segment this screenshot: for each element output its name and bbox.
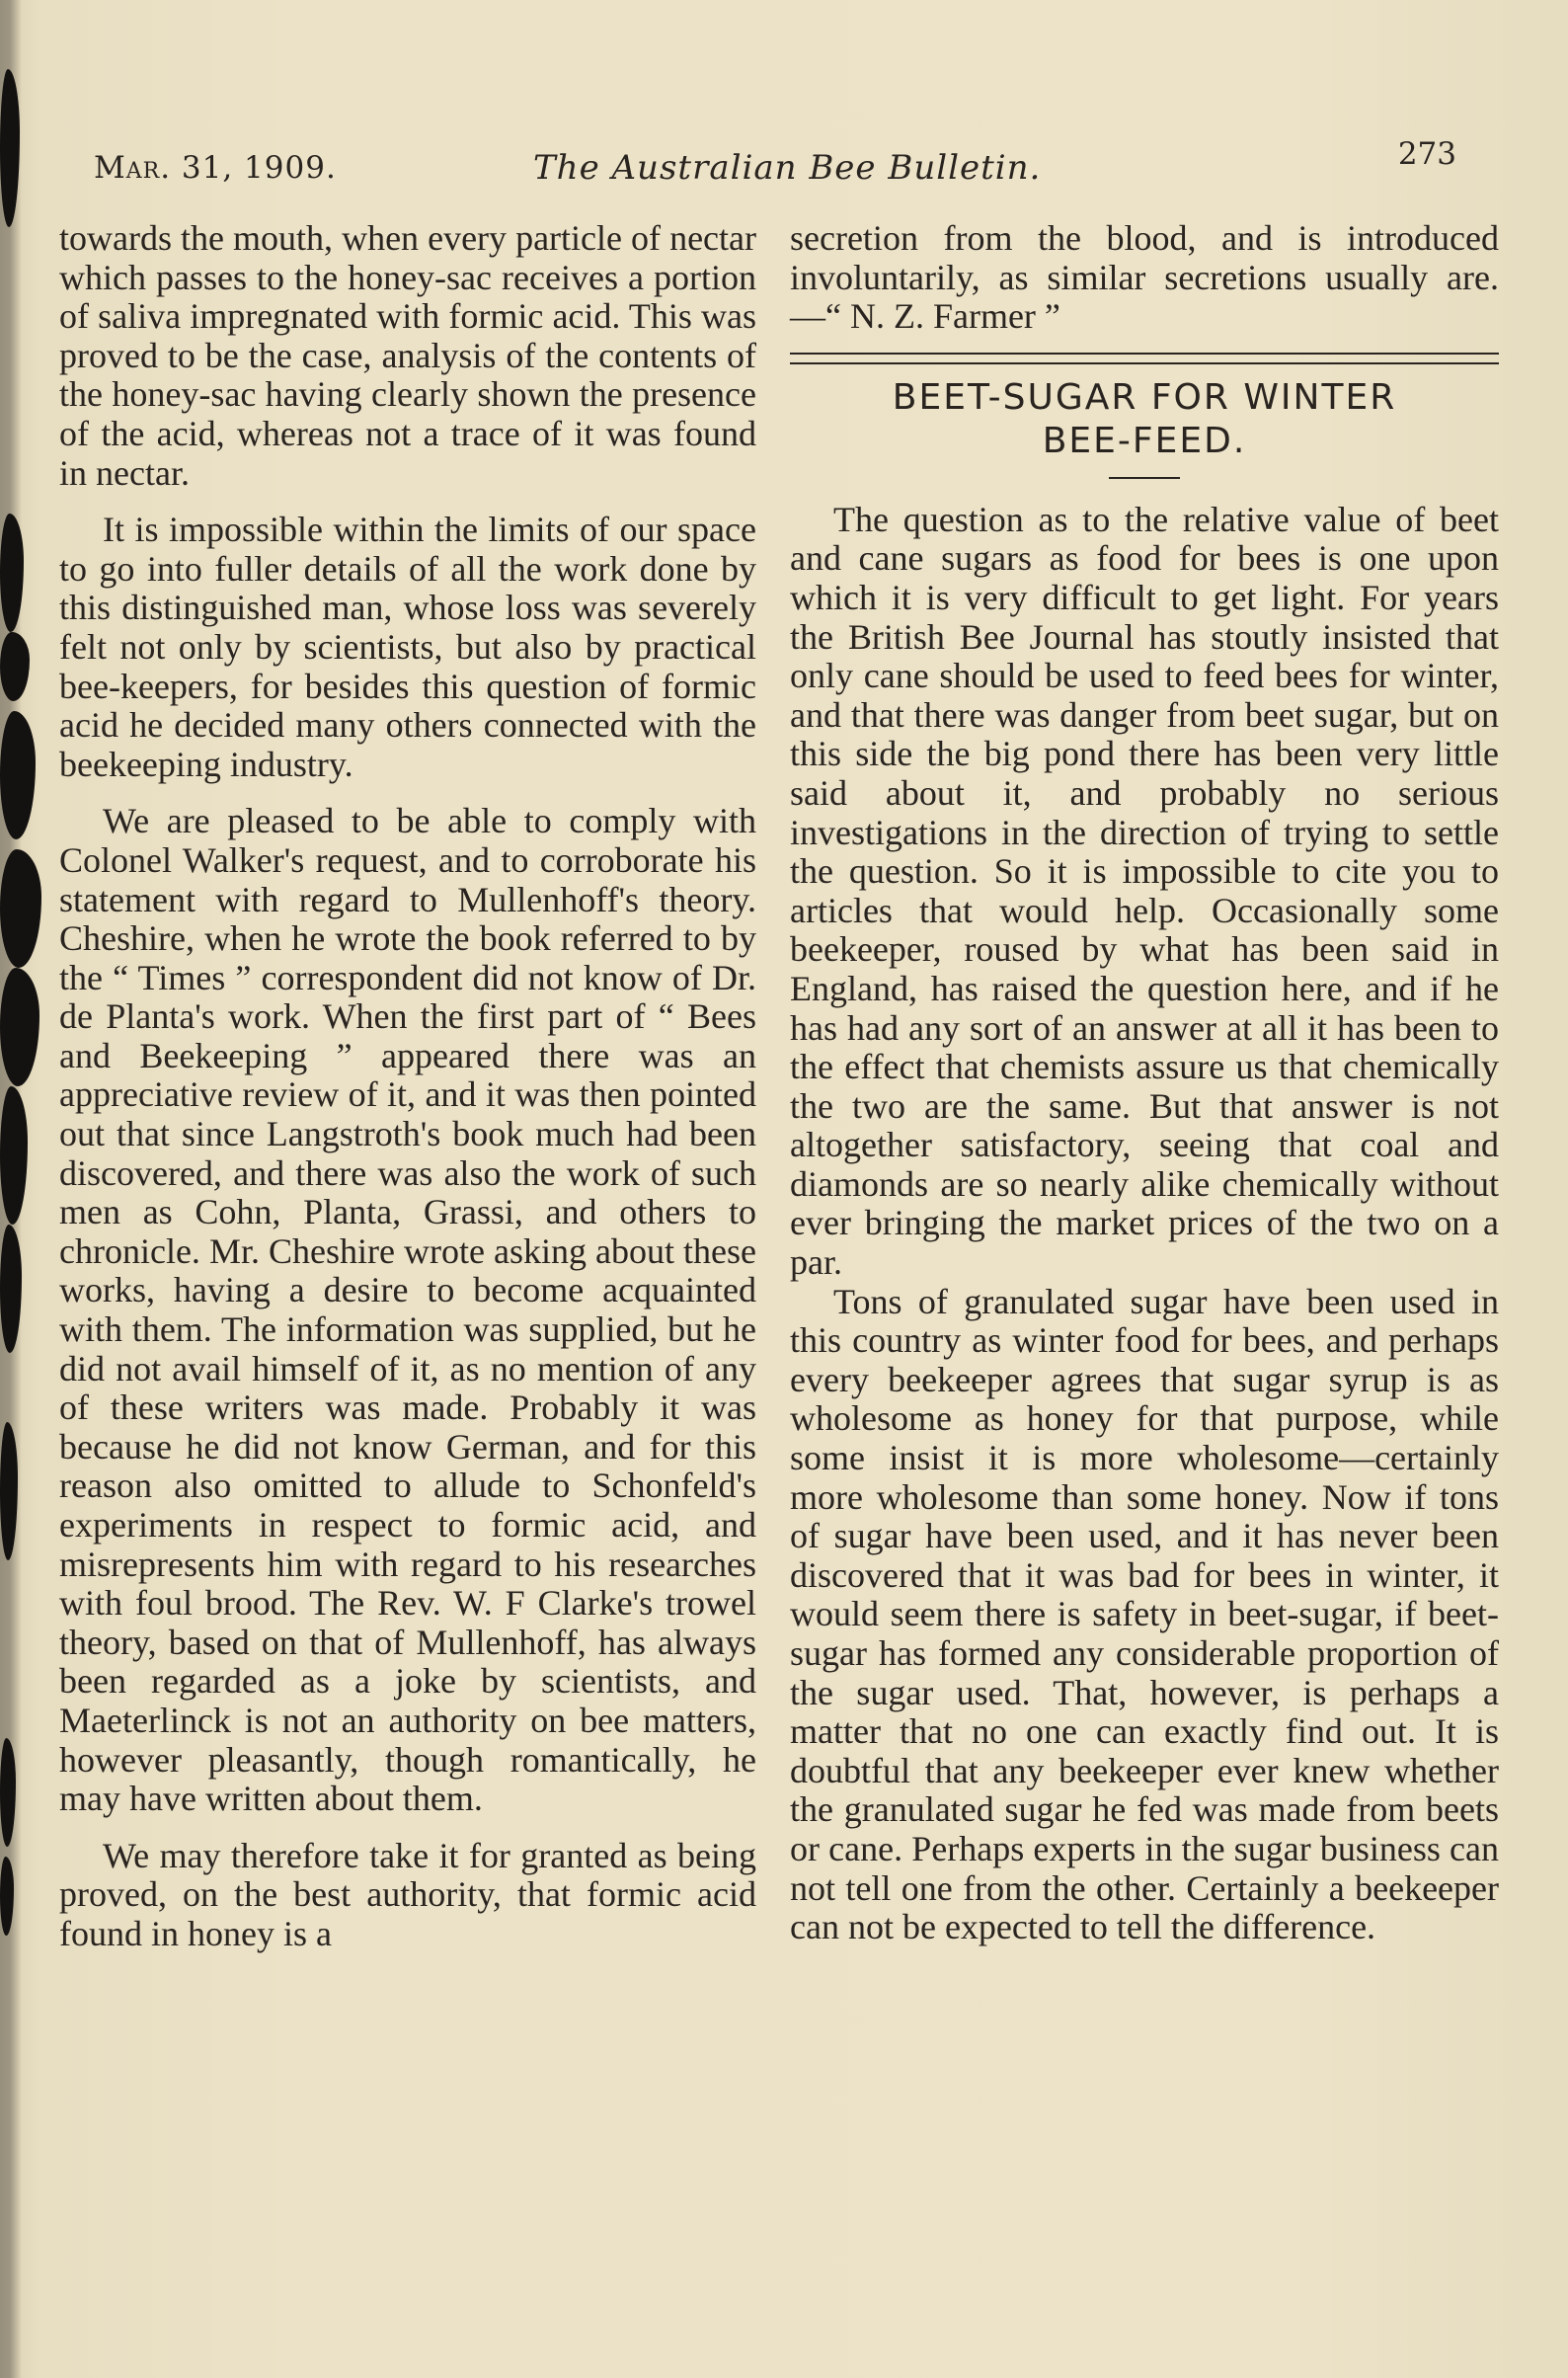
- heading-divider: [1109, 477, 1180, 479]
- page-number: 273: [1397, 136, 1456, 172]
- issue-date: Mar. 31, 1909.: [94, 150, 337, 186]
- paragraph: secretion from the blood, and is introduced involuntarily, as similar secretions usually are.—“ N. Z. Farmer ”: [790, 218, 1499, 337]
- paragraph: towards the mouth, when every particle of nectar which passes to the honey-sac receives a portion of saliva impregnated with formic acid. This was proved to be the case, analysis of the contents of the honey-sac having clearly shown the presence of the acid, whereas not a trace of it was found in nectar.: [59, 218, 756, 493]
- page-edge-damage: [0, 632, 30, 701]
- article-heading-line: BEE-FEED.: [1042, 420, 1247, 461]
- article-heading: [790, 376, 1499, 463]
- paragraph: It is impossible within the limits of our space to go into fuller details of all the work done by this distinguished man, whose loss was severely felt not only by scientists, but also by practical bee-keepers, for besides this question of formic acid he decided many others connected with the beekeeping industry.: [59, 510, 756, 784]
- page-edge-damage: [0, 968, 39, 1086]
- paragraph: Tons of granulated sugar have been used in this country as winter food for bees, and perhaps every beekeeper agrees that sugar syrup is as wholesome as honey for that purpose, while some insist it is more wholesome—certainly more wholesome than some honey. Now if tons of sugar have been used, and it has never been discovered that it was bad for bees in winter, it would seem there is safety in beet-sugar, if beet-sugar has formed any considerable proportion of the sugar used. That, however, is perhaps a matter that no one can exactly find out. It is doubtful that any beekeeper ever knew whether the granulated sugar he fed was made from beets or cane. Perhaps experts in the sugar business can not tell one from the other. Certainly a beekeeper can not be expected to tell the difference.: [790, 1281, 1499, 1947]
- right-column: [790, 219, 1499, 1947]
- article-separator-rule: [790, 353, 1499, 364]
- publication-title: The Australian Bee Bulletin.: [533, 148, 1042, 188]
- paragraph: We are pleased to be able to comply with Colonel Walker's request, and to corroborate his statement with regard to Mullenhoff's theory. Cheshire, when he wrote the book referred to by the “ Times ” correspondent did not know of Dr. de Planta's work. When the first part of “ Bees and Beekeeping ” appeared there was an appreciative review of it, and it was then pointed out that since Langstroth's book much had been discovered, and there was also the work of such men as Cohn, Planta, Grassi, and others to chronicle. Mr. Cheshire wrote asking about these works, having a desire to become acquainted with them. The information was supplied, but he did not avail himself of it, as no mention of any of these writers was made. Probably it was because he did not know German, and for this reason also omitted to allude to Schonfeld's experiments in respect to formic acid, and misrepresents him with regard to his researches with foul brood. The Rev. W. F Clarke's trowel theory, based on that of Mullenhoff, has always been regarded as a joke by scientists, and Maeterlinck is not an authority on bee matters, however pleasantly, though romantically, he may have written about them.: [59, 801, 756, 1819]
- paragraph: We may therefore take it for granted as being proved, on the best authority, that formic acid found in honey is a: [59, 1835, 756, 1953]
- running-header: [94, 130, 1456, 188]
- article-heading-line: BEET-SUGAR FOR WINTER: [892, 376, 1397, 418]
- page-edge-damage: [0, 711, 36, 839]
- left-column: [59, 219, 756, 1954]
- page-edge-damage: [0, 1086, 28, 1225]
- page-edge-damage: [0, 849, 41, 968]
- paragraph: The question as to the relative value of beet and cane sugars as food for bees is one upon which it is very difficult to get light. For years the British Bee Journal has stoutly insisted that only cane should be used to feed bees for winter, and that there was danger from beet sugar, but on this side the big pond there has been very little said about it, and probably no serious investigations in the direction of trying to settle the question. So it is impossible to cite you to articles that would help. Occasionally some beekeeper, roused by what has been said in England, has raised the question here, and if he has had any sort of an answer at all it has been to the effect that chemists assure us that chemically the two are the same. But that answer is not altogether satisfactory, seeing that coal and diamonds are so nearly alike chemically without ever bringing the market prices of the two on a par.: [790, 499, 1499, 1283]
